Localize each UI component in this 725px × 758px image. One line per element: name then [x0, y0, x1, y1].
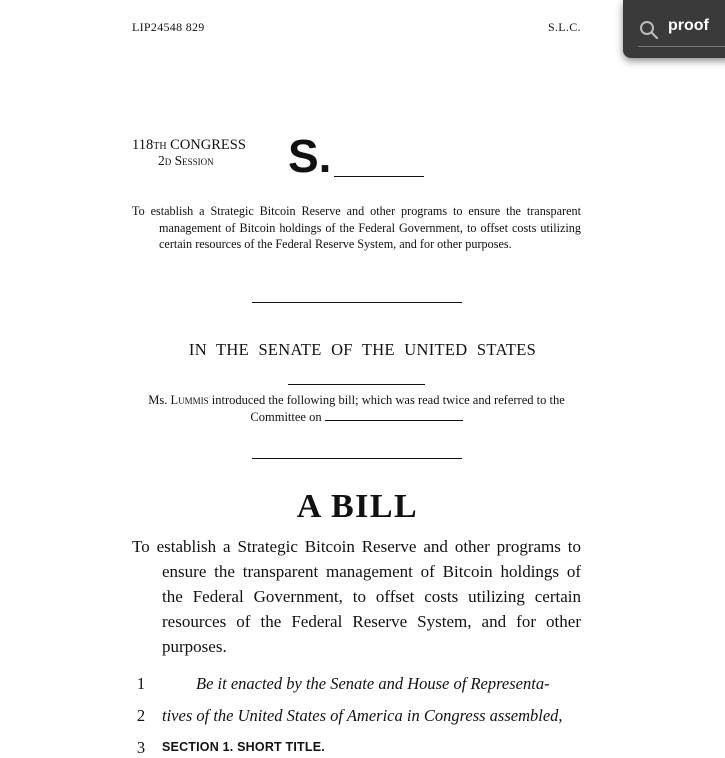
- sponsor-name: Lummis: [170, 393, 209, 407]
- bill-letter: S.: [288, 130, 332, 182]
- line-number: 1: [136, 674, 146, 693]
- line-number: 3: [136, 738, 146, 757]
- divider-rule: [252, 458, 462, 459]
- congress-block: [132, 137, 246, 169]
- bill-number-blank: [334, 176, 424, 177]
- divider-rule-short: [288, 384, 425, 385]
- session-number: 2d Session: [158, 153, 214, 168]
- enacting-clause-line: Be it enacted by the Senate and House of Representa-: [196, 674, 550, 693]
- divider-rule: [252, 302, 462, 303]
- find-in-page-bar[interactable]: [623, 0, 725, 58]
- intro-body: introduced the following bill; which was read twice and referred to the Committee on: [208, 393, 565, 424]
- slc-label: S.L.C.: [548, 20, 581, 34]
- committee-blank: [325, 409, 463, 421]
- search-input[interactable]: proof: [668, 17, 709, 34]
- long-purpose: To establish a Strategic Bitcoin Reserve and other programs to ensure the transparent management of Bitcoin holdings of the Federal Government, to offset costs utilizing certain resources of the Federal Reserve System, and for other purposes.: [132, 537, 581, 656]
- short-purpose: To establish a Strategic Bitcoin Reserve and other programs to ensure the transparent management of Bitcoin holdings of the Federal Government, to offset costs utilizing certain resources of the Federal Reserve System, and for other purposes.: [132, 204, 581, 251]
- search-underline: [638, 46, 725, 47]
- line-number: 2: [136, 706, 146, 725]
- senate-heading: IN THE SENATE OF THE UNITED STATES: [188, 340, 537, 359]
- search-icon[interactable]: [639, 20, 659, 40]
- doc-id: LIP24548 829: [132, 20, 205, 34]
- introduction-text: [132, 392, 581, 426]
- intro-prefix: Ms.: [148, 393, 171, 407]
- congress-number: 118th CONGRESS: [132, 137, 246, 153]
- enacting-clause-line: tives of the United States of America in Congress assembled,: [162, 706, 563, 725]
- section-heading: SECTION 1. SHORT TITLE.: [162, 740, 325, 754]
- bill-heading: A BILL: [296, 488, 419, 525]
